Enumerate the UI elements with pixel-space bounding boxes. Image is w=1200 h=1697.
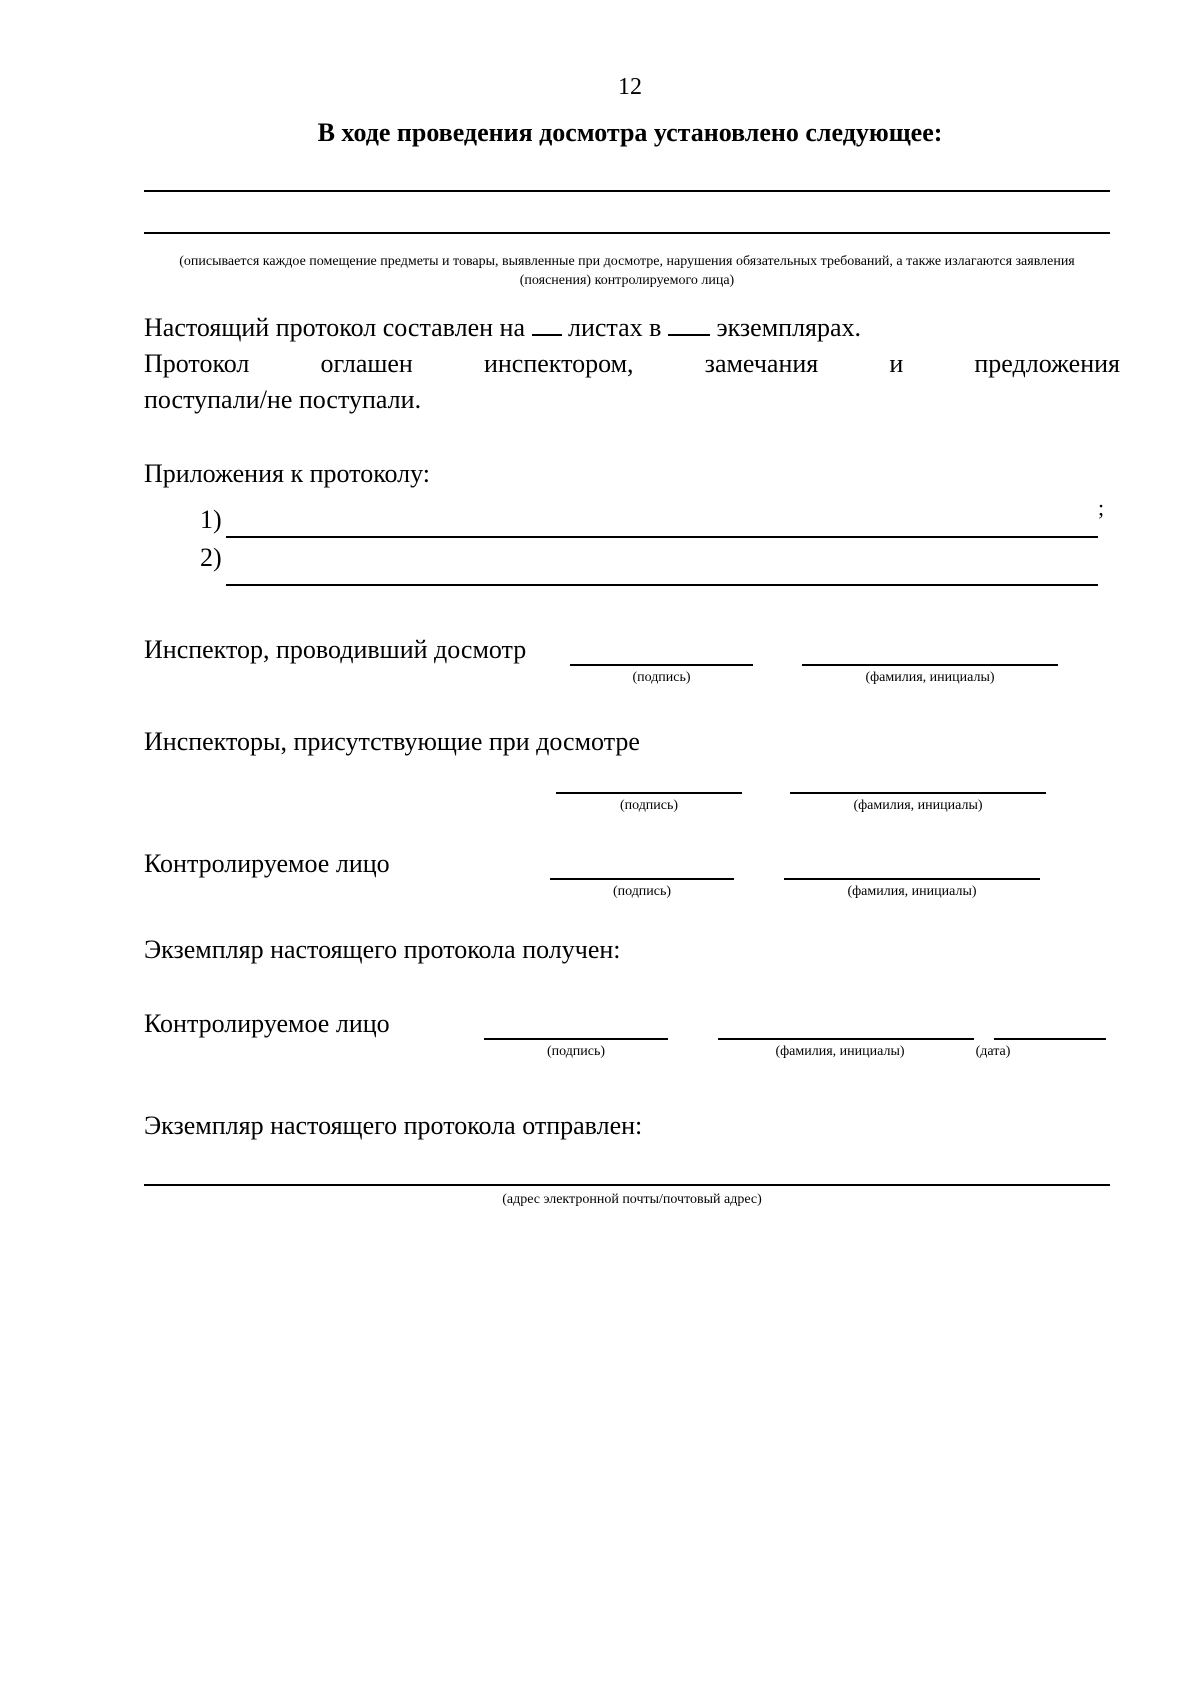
present-inspectors-signature-line[interactable]	[556, 792, 742, 794]
findings-line-2[interactable]	[144, 232, 1110, 234]
protocol-sheets-part3: экземплярах.	[716, 313, 862, 342]
copy-sent-address-caption: (адрес электронной почты/почтовый адрес)	[502, 1192, 762, 1207]
copies-count-blank[interactable]	[668, 310, 710, 336]
controlled-person-label: Контролируемое лицо	[144, 849, 390, 878]
controlled-person-name-line[interactable]	[784, 878, 1040, 880]
copy-received-name-caption: (фамилия, инициалы)	[775, 1044, 905, 1059]
present-inspectors-name-line[interactable]	[790, 792, 1046, 794]
attachments-heading: Приложения к протоколу:	[144, 459, 431, 488]
announced-word: оглашен	[320, 349, 413, 378]
protocol-sheets-line	[144, 310, 861, 346]
present-inspectors-name-caption: (фамилия, инициалы)	[853, 798, 983, 813]
attachment-1-number: 1)	[200, 505, 222, 534]
announced-word: предложения	[974, 349, 1120, 378]
sheets-count-blank[interactable]	[532, 310, 562, 336]
attachment-2-number: 2)	[200, 543, 222, 572]
announced-word: Протокол	[144, 349, 250, 378]
attachment-2-line[interactable]	[226, 584, 1098, 586]
copy-received-signature-caption: (подпись)	[546, 1044, 606, 1059]
copy-sent-address-line[interactable]	[144, 1184, 1110, 1186]
copy-received-heading: Экземпляр настоящего протокола получен:	[144, 935, 621, 964]
announced-word: замечания	[704, 349, 819, 378]
inspector-signature-line[interactable]	[570, 664, 753, 666]
copy-received-label: Контролируемое лицо	[144, 1009, 390, 1038]
controlled-person-name-caption: (фамилия, инициалы)	[847, 884, 977, 899]
inspector-signature-caption: (подпись)	[632, 670, 691, 685]
protocol-announced-line-2: поступали/не поступали.	[144, 385, 422, 414]
controlled-person-signature-caption: (подпись)	[612, 884, 672, 899]
inspector-name-caption: (фамилия, инициалы)	[865, 670, 995, 685]
copy-received-name-line[interactable]	[718, 1038, 974, 1040]
protocol-announced-line	[144, 346, 1120, 382]
announced-word: и	[889, 349, 904, 378]
attachment-1-terminator: ;	[1098, 495, 1105, 520]
description-note: (описывается каждое помещение предметы и товары, выявленные при досмотре, нарушения обязательных требований, а также излагаются заявления (пояснения) контролируемого лица)	[179, 254, 1075, 288]
inspector-name-line[interactable]	[802, 664, 1058, 666]
page-title: В ходе проведения досмотра установлено следующее:	[317, 118, 943, 147]
present-inspectors-label: Инспекторы, присутствующие при досмотре	[144, 727, 640, 756]
announced-word: инспектором,	[483, 349, 634, 378]
copy-received-date-caption: (дата)	[975, 1044, 1011, 1059]
attachment-1-line[interactable]	[226, 536, 1098, 538]
copy-received-signature-line[interactable]	[484, 1038, 668, 1040]
protocol-sheets-part1: Настоящий протокол составлен на	[144, 313, 525, 342]
inspector-label: Инспектор, проводивший досмотр	[144, 635, 527, 664]
present-inspectors-signature-caption: (подпись)	[619, 798, 679, 813]
copy-sent-heading: Экземпляр настоящего протокола отправлен:	[144, 1111, 643, 1140]
copy-received-date-line[interactable]	[994, 1038, 1106, 1040]
protocol-sheets-part2: листах в	[568, 313, 662, 342]
controlled-person-signature-line[interactable]	[550, 878, 734, 880]
findings-line-1[interactable]	[144, 190, 1110, 192]
page-number: 12	[618, 74, 642, 100]
